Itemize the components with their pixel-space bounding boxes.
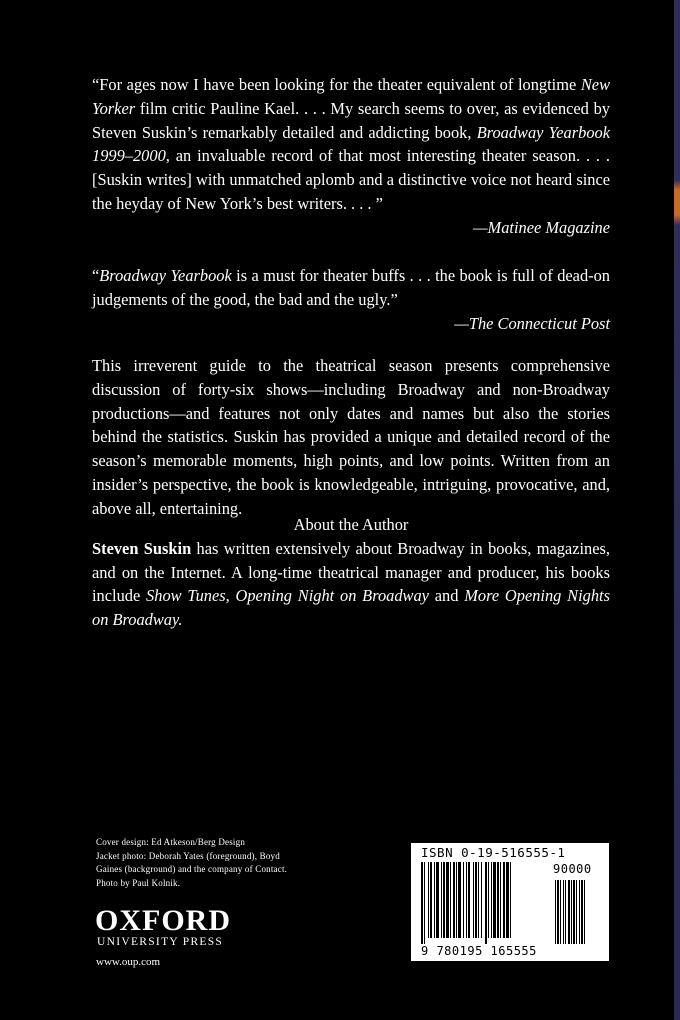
book-description — [92, 354, 610, 521]
quote-text: is a must for theater buffs . . . the book is full of dead-on judgements of the good, the bad and the ugly.” — [92, 266, 610, 309]
quote-text: , an invaluable record of that most interesting theater season. . . . [Suskin writes] with unmatched aplomb and a distinctive voice not heard since the heyday of New York’s best writers. . . . ” — [92, 146, 610, 213]
review-quote-matinee — [92, 73, 610, 240]
publisher-url: www.oup.com — [96, 956, 161, 968]
credit-line: Cover design: Ed Atkeson/Berg Design — [96, 837, 246, 847]
quote-attribution: —The Connecticut Post — [454, 313, 610, 333]
quote-attribution: —Matinee Magazine — [472, 217, 610, 237]
description-text: This irreverent guide to the theatrical season presents comprehensive discussion of forty-six shows—including Broadway and non-Broadway productions—and features not only dates and names but also the stories behind the statistics. Suskin has provided a unique and detailed record of the season’s memorable moments, high points, and low points. Written from an insider’s perspective, the book is knowledgeable, intriguing, provocative, and, above all, entertaining. — [92, 356, 610, 518]
barcode-digits: 9 780195 165555 — [421, 944, 537, 958]
quote-text: film critic Pauline Kael. . . . My search seems to over, as evidenced by Steven Suskin’s remarkably detailed and addicting book, — [92, 98, 610, 142]
about-author — [92, 513, 610, 632]
isbn-barcode — [411, 843, 609, 961]
credit-line: Photo by Paul Kolnik. — [96, 877, 181, 888]
author-bio: and — [428, 586, 465, 606]
quote-italic: Broadway Yearbook 1999–2000 — [92, 122, 610, 166]
author-bio-italic: Show Tunes, Opening Night on Broadway — [146, 586, 429, 606]
oxford-logo: OXFORD — [95, 904, 231, 937]
author-bio: has written extensively about Broadway in books, magazines, and on the Internet. A long-time theatrical manager and producer, his books include — [92, 538, 610, 606]
press-name: UNIVERSITY PRESS — [97, 936, 224, 948]
quote-italic: Broadway Yearbook — [99, 266, 232, 285]
quote-italic: New Yorker — [92, 75, 610, 118]
jacket-credits — [96, 836, 386, 890]
quote-text: “ — [92, 266, 100, 285]
barcode-addon-number: 90000 — [553, 862, 592, 876]
isbn-label: ISBN 0-19-516555-1 — [421, 845, 566, 860]
credit-line: Jacket photo: Deborah Yates (foreground), Boyd — [96, 850, 280, 861]
review-quote-connecticut — [92, 264, 610, 335]
author-bio-italic: More Opening Nights on Broadway. — [92, 586, 610, 630]
about-author-heading: About the Author — [293, 515, 409, 534]
author-name: Steven Suskin — [92, 538, 192, 558]
spine-edge — [674, 0, 680, 1020]
quote-text: “For ages now I have been looking for the theater equivalent of longtime — [92, 75, 581, 94]
credit-line: Gaines (background) and the company of Contact. — [96, 864, 288, 874]
